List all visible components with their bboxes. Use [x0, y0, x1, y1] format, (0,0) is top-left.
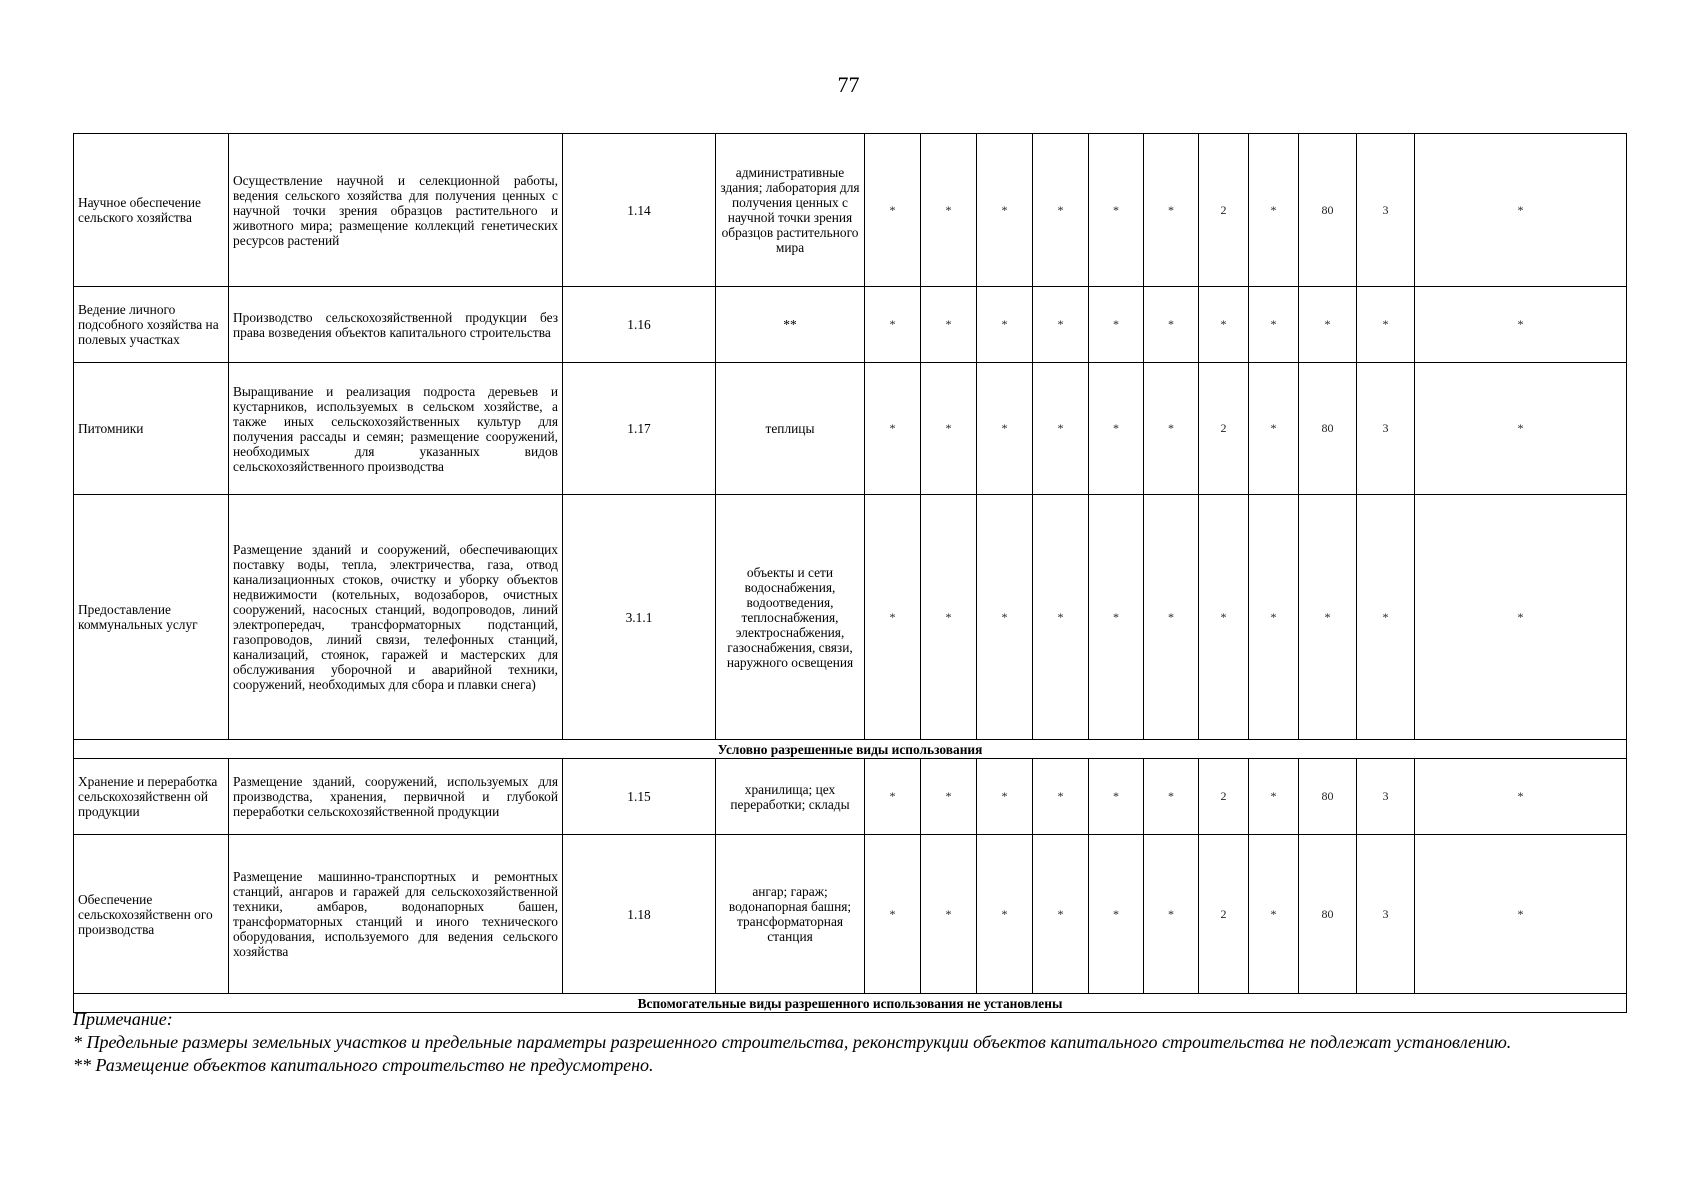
- parameter-cell-4: *: [1033, 759, 1089, 835]
- table-body: [74, 134, 1627, 1013]
- parameter-cell-7: *: [1199, 287, 1249, 363]
- permitted-objects-cell: объекты и сети водоснабжения, водоотведения, теплоснабжения, электроснабжения, газоснабжения, связи, наружного освещения: [716, 495, 865, 740]
- parameter-cell-7: *: [1199, 495, 1249, 740]
- permitted-objects-cell: административные здания; лаборатория для получения ценных с научной точки зрения образцов растительного мира: [716, 134, 865, 287]
- note-2: ** Размещение объектов капитального строительство не предусмотрено.: [73, 1055, 654, 1075]
- parameter-cell-4: *: [1033, 495, 1089, 740]
- use-name-cell: Хранение и переработка сельскохозяйственн ой продукции: [74, 759, 229, 835]
- parameter-cell-1: *: [865, 759, 921, 835]
- parameter-cell-3: *: [977, 759, 1033, 835]
- parameter-cell-8: *: [1249, 134, 1299, 287]
- section-conditional-header: Условно разрешенные виды использования: [74, 740, 1627, 759]
- parameter-cell-4: *: [1033, 134, 1089, 287]
- use-name-cell: Предоставление коммунальных услуг: [74, 495, 229, 740]
- parameter-cell-3: *: [977, 495, 1033, 740]
- permitted-objects-cell: **: [716, 287, 865, 363]
- parameter-cell-2: *: [921, 835, 977, 994]
- classifier-code-cell: 1.18: [563, 835, 716, 994]
- use-description-cell: Размещение машинно-транспортных и ремонтных станций, ангаров и гаражей для сельскохозяйственной техники, амбаров, водонапорных башен, трансформаторных станций и иного технического оборудования, используемого для ведения сельского хозяйства: [229, 835, 563, 994]
- land-use-table: [73, 133, 1627, 1013]
- parameter-cell-11: *: [1415, 363, 1627, 495]
- parameter-cell-8: *: [1249, 835, 1299, 994]
- classifier-code-cell: 3.1.1: [563, 495, 716, 740]
- parameter-cell-11: *: [1415, 134, 1627, 287]
- section-conditional-header-row: [74, 740, 1627, 759]
- parameter-cell-9: 80: [1299, 759, 1357, 835]
- section-auxiliary-header: Вспомогательные виды разрешенного использования не установлены: [74, 994, 1627, 1013]
- parameter-cell-8: *: [1249, 759, 1299, 835]
- parameter-cell-3: *: [977, 363, 1033, 495]
- notes-title: Примечание:: [73, 1009, 173, 1029]
- use-description-cell: Осуществление научной и селекционной работы, ведения сельского хозяйства для получения ценных с научной точки зрения образцов растительного и животного мира; размещение коллекций генетических ресурсов растений: [229, 134, 563, 287]
- parameter-cell-11: *: [1415, 495, 1627, 740]
- parameter-cell-9: 80: [1299, 835, 1357, 994]
- parameter-cell-10: 3: [1357, 134, 1415, 287]
- parameter-cell-2: *: [921, 363, 977, 495]
- classifier-code-cell: 1.16: [563, 287, 716, 363]
- parameter-cell-9: 80: [1299, 363, 1357, 495]
- parameter-cell-10: 3: [1357, 835, 1415, 994]
- parameter-cell-5: *: [1089, 759, 1144, 835]
- parameter-cell-6: *: [1144, 363, 1199, 495]
- parameter-cell-3: *: [977, 835, 1033, 994]
- parameter-cell-2: *: [921, 287, 977, 363]
- classifier-code-cell: 1.17: [563, 363, 716, 495]
- table-row: [74, 363, 1627, 495]
- parameter-cell-11: *: [1415, 759, 1627, 835]
- parameter-cell-5: *: [1089, 835, 1144, 994]
- use-description-cell: Производство сельскохозяйственной продукции без права возведения объектов капитального строительства: [229, 287, 563, 363]
- parameter-cell-4: *: [1033, 287, 1089, 363]
- parameter-cell-2: *: [921, 134, 977, 287]
- permitted-objects-cell: хранилища; цех переработки; склады: [716, 759, 865, 835]
- parameter-cell-3: *: [977, 287, 1033, 363]
- table-row: [74, 835, 1627, 994]
- permitted-objects-cell: ангар; гараж; водонапорная башня; трансформаторная станция: [716, 835, 865, 994]
- parameter-cell-5: *: [1089, 495, 1144, 740]
- use-name-cell: Питомники: [74, 363, 229, 495]
- table-row: [74, 759, 1627, 835]
- classifier-code-cell: 1.15: [563, 759, 716, 835]
- parameter-cell-6: *: [1144, 287, 1199, 363]
- parameter-cell-8: *: [1249, 495, 1299, 740]
- parameter-cell-7: 2: [1199, 835, 1249, 994]
- page-number: 77: [837, 72, 860, 97]
- parameter-cell-10: 3: [1357, 759, 1415, 835]
- table-row: [74, 134, 1627, 287]
- parameter-cell-6: *: [1144, 835, 1199, 994]
- use-description-cell: Выращивание и реализация подроста деревьев и кустарников, используемых в сельском хозяйстве, а также иных сельскохозяйственных культур для получения рассады и семян; размещение сооружений, необходимых для указанных видов сельскохозяйственного производства: [229, 363, 563, 495]
- parameter-cell-10: *: [1357, 287, 1415, 363]
- parameter-cell-10: *: [1357, 495, 1415, 740]
- parameter-cell-7: 2: [1199, 759, 1249, 835]
- parameter-cell-11: *: [1415, 835, 1627, 994]
- parameter-cell-11: *: [1415, 287, 1627, 363]
- parameter-cell-8: *: [1249, 287, 1299, 363]
- use-name-cell: Научное обеспечение сельского хозяйства: [74, 134, 229, 287]
- parameter-cell-1: *: [865, 134, 921, 287]
- parameter-cell-6: *: [1144, 134, 1199, 287]
- parameter-cell-7: 2: [1199, 134, 1249, 287]
- parameter-cell-4: *: [1033, 363, 1089, 495]
- parameter-cell-1: *: [865, 287, 921, 363]
- parameter-cell-6: *: [1144, 759, 1199, 835]
- table-row: [74, 287, 1627, 363]
- parameter-cell-2: *: [921, 759, 977, 835]
- note-1: * Предельные размеры земельных участков и предельные параметры разрешенного строительства, реконструкции объектов капитального строительства не подлежат установлению.: [73, 1032, 1512, 1052]
- parameter-cell-5: *: [1089, 363, 1144, 495]
- permitted-objects-cell: теплицы: [716, 363, 865, 495]
- parameter-cell-2: *: [921, 495, 977, 740]
- use-name-cell: Обеспечение сельскохозяйственн ого производства: [74, 835, 229, 994]
- parameter-cell-1: *: [865, 835, 921, 994]
- classifier-code-cell: 1.14: [563, 134, 716, 287]
- parameter-cell-10: 3: [1357, 363, 1415, 495]
- parameter-cell-9: 80: [1299, 134, 1357, 287]
- parameter-cell-9: *: [1299, 287, 1357, 363]
- parameter-cell-3: *: [977, 134, 1033, 287]
- parameter-cell-9: *: [1299, 495, 1357, 740]
- parameter-cell-5: *: [1089, 287, 1144, 363]
- parameter-cell-6: *: [1144, 495, 1199, 740]
- use-name-cell: Ведение личного подсобного хозяйства на полевых участках: [74, 287, 229, 363]
- use-description-cell: Размещение зданий и сооружений, обеспечивающих поставку воды, тепла, электричества, газа, отвод канализационных стоков, очистку и уборку объектов недвижимости (котельных, водозаборов, очистных сооружений, насосных станций, водопроводов, линий электропередач, трансформаторных подстанций, газопроводов, линий связи, телефонных станций, канализаций, стоянок, гаражей и мастерских для обслуживания уборочной и аварийной техники, сооружений, необходимых для сбора и плавки снега): [229, 495, 563, 740]
- parameter-cell-8: *: [1249, 363, 1299, 495]
- parameter-cell-7: 2: [1199, 363, 1249, 495]
- notes: [73, 1008, 1633, 1077]
- parameter-cell-1: *: [865, 363, 921, 495]
- table-row: [74, 495, 1627, 740]
- use-description-cell: Размещение зданий, сооружений, используемых для производства, хранения, первичной и глубокой переработки сельскохозяйственной продукции: [229, 759, 563, 835]
- parameter-cell-1: *: [865, 495, 921, 740]
- parameter-cell-4: *: [1033, 835, 1089, 994]
- parameter-cell-5: *: [1089, 134, 1144, 287]
